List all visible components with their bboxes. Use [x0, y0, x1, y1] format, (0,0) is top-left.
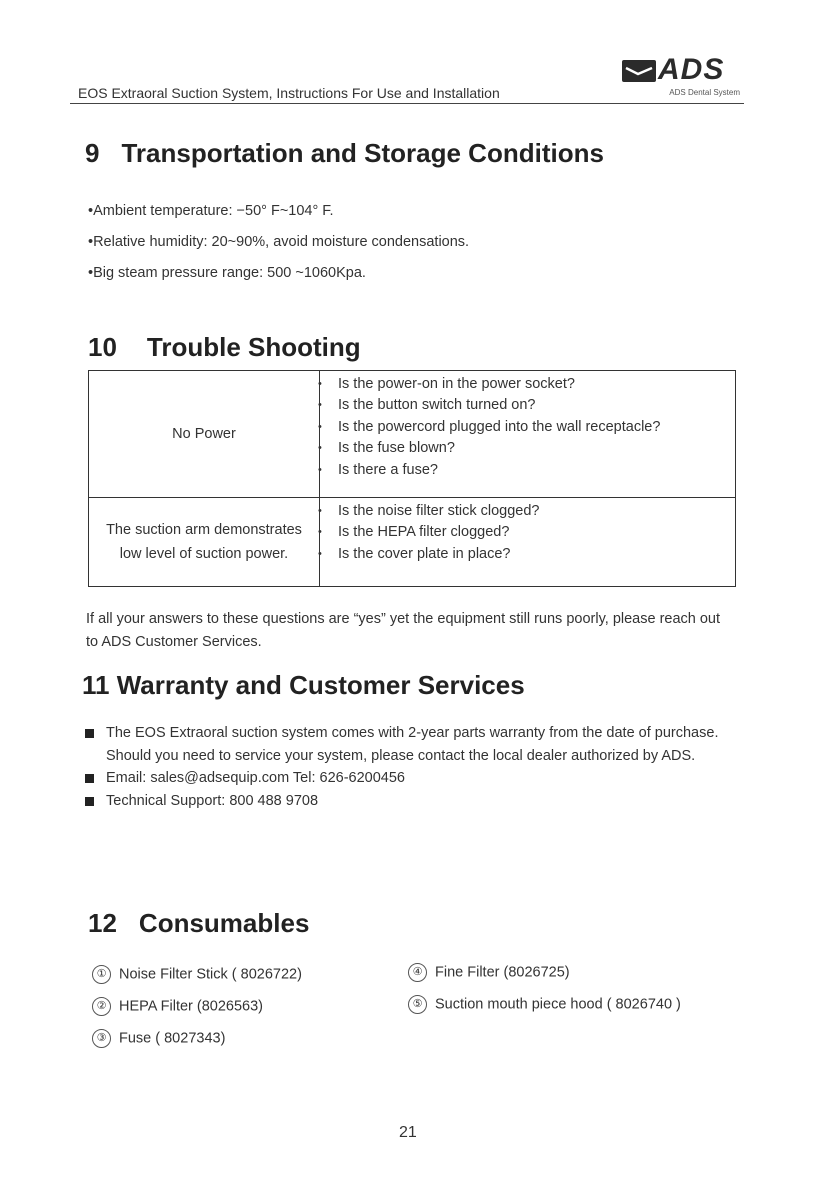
- section-12-heading: [88, 908, 309, 939]
- check-item: • Is the fuse blown?: [318, 440, 455, 457]
- steam-pressure-line: •Big steam pressure range: 500 ~1060Kpa.: [88, 265, 366, 281]
- document-title: EOS Extraoral Suction System, Instructions For Use and Installation: [78, 85, 500, 101]
- table-row: [89, 498, 736, 587]
- check-item: • Is the HEPA filter clogged?: [318, 524, 510, 541]
- section-12-number: 12: [88, 908, 117, 938]
- section-9-title: Transportation and Storage Conditions: [121, 138, 604, 168]
- page-number: 21: [399, 1124, 417, 1141]
- problem-no-power: No Power: [172, 426, 236, 442]
- circled-number: ⑤: [408, 995, 427, 1014]
- problem-cell: [89, 371, 320, 498]
- section-11-heading: [82, 670, 525, 701]
- check-item: • Is there a fuse?: [318, 461, 438, 478]
- list-item: Email: sales@adsequip.com Tel: 626-6200456: [85, 767, 725, 790]
- consumable-item: ③ Fuse ( 8027343): [92, 1029, 225, 1048]
- ads-logo-mark-icon: [622, 60, 656, 82]
- consumable-item: ① Noise Filter Stick ( 8026722): [92, 965, 302, 984]
- check-item: • Is the powercord plugged into the wall receptacle?: [318, 418, 661, 435]
- troubleshooting-note: If all your answers to these questions are “yes” yet the equipment still runs poorly, please reach out to ADS Customer Services.: [86, 611, 721, 650]
- check-item: • Is the power-on in the power socket?: [318, 375, 575, 392]
- bullet-square-icon: [85, 774, 94, 783]
- checks-cell: [320, 498, 736, 587]
- circled-number: ①: [92, 965, 111, 984]
- checks-cell: [320, 371, 736, 498]
- problem-cell: [89, 498, 320, 587]
- problem-low-suction-line1: The suction arm demonstrates: [106, 522, 302, 538]
- check-item: • Is the noise filter stick clogged?: [318, 502, 540, 519]
- consumable-item: ⑤ Suction mouth piece hood ( 8026740 ): [408, 995, 681, 1014]
- consumable-item: ② HEPA Filter (8026563): [92, 997, 263, 1016]
- bullet-square-icon: [85, 797, 94, 806]
- logo-wordmark: ADS: [658, 53, 725, 86]
- check-item: • Is the button switch turned on?: [318, 397, 536, 414]
- list-item: The EOS Extraoral suction system comes with 2-year parts warranty from the date of purchase. Should you need to service your system, please contact the local dealer authorized by ADS.: [85, 722, 725, 767]
- troubleshooting-table: [88, 370, 736, 587]
- list-item: Technical Support: 800 488 9708: [85, 790, 725, 813]
- section-10-title: Trouble Shooting: [146, 332, 361, 362]
- header-rule: [70, 103, 744, 104]
- problem-low-suction-line2: low level of suction power.: [119, 546, 289, 562]
- section-9-heading: [85, 138, 604, 169]
- consumable-item: ④ Fine Filter (8026725): [408, 963, 570, 982]
- logo-subtext: ADS Dental System: [669, 88, 740, 97]
- section-10-heading: [88, 332, 361, 363]
- section-9-number: 9: [85, 138, 100, 168]
- circled-number: ②: [92, 997, 111, 1016]
- section-11-title: 11 Warranty and Customer Services: [82, 670, 525, 700]
- check-item: • Is the cover plate in place?: [318, 545, 511, 562]
- relative-humidity-line: •Relative humidity: 20~90%, avoid moisture condensations.: [88, 234, 470, 250]
- ambient-temperature-line: •Ambient temperature: −50° F~104° F.: [88, 203, 334, 219]
- table-row: [89, 371, 736, 498]
- section-12-title: Consumables: [138, 908, 310, 938]
- circled-number: ④: [408, 963, 427, 982]
- warranty-list: [85, 722, 725, 812]
- section-10-number: 10: [88, 332, 117, 362]
- circled-number: ③: [92, 1029, 111, 1048]
- bullet-square-icon: [85, 729, 94, 738]
